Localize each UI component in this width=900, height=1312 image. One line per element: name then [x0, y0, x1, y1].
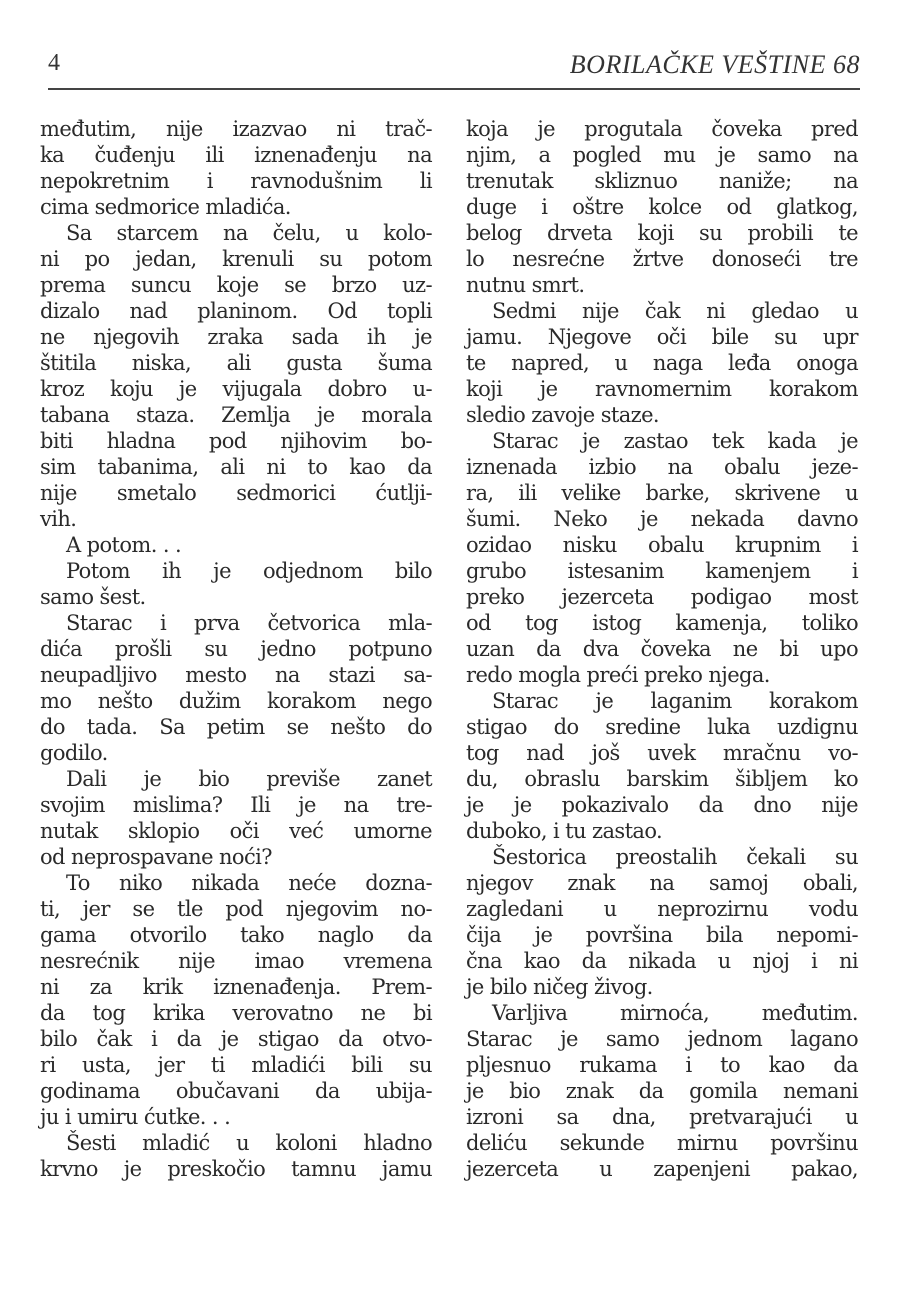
- text-line: koji je ravnomernim korakom: [466, 377, 858, 401]
- text-column-right: [466, 116, 858, 1182]
- text-line: du, obraslu barskim šibljem ko: [466, 767, 858, 791]
- text-line: do tada. Sa petim se nešto do: [40, 715, 432, 739]
- text-line: čija je površina bila nepomi-: [466, 923, 858, 947]
- text-line: grubo istesanim kamenjem i: [466, 559, 858, 583]
- text-line: svojim mislima? Ili je na tre-: [40, 793, 432, 817]
- text-line: preko jezerceta podigao most: [466, 585, 858, 609]
- text-line: kroz koju je vijugala dobro u-: [40, 377, 432, 401]
- text-line: dića prošli su jedno potpuno: [40, 637, 432, 661]
- text-line: samo šest.: [40, 585, 146, 609]
- text-line: godilo.: [40, 741, 108, 765]
- text-line: neupadljivo mesto na stazi sa-: [40, 663, 432, 687]
- text-line: trenutak skliznuo naniže; na: [466, 169, 858, 193]
- publication-title: BORILAČKE VEŠTINE 68: [569, 50, 860, 79]
- text-line: ni za krik iznenađenja. Prem-: [40, 975, 432, 999]
- page-number: 4: [48, 50, 60, 76]
- text-line: Šesti mladić u koloni hladno: [66, 1131, 432, 1155]
- text-line: Starac je zastao tek kada je: [492, 429, 858, 453]
- text-line: tabana staza. Zemlja je morala: [40, 403, 432, 427]
- text-line: iznenada izbio na obalu jeze-: [466, 455, 858, 479]
- text-line: Starac je samo jednom lagano: [466, 1027, 858, 1051]
- text-line: je bilo ničeg živog.: [466, 975, 653, 999]
- text-line: dizalo nad planinom. Od topli: [40, 299, 432, 323]
- text-line: stigao do sredine luka uzdignu: [466, 715, 858, 739]
- text-line: jezerceta u zapenjeni pakao,: [466, 1157, 858, 1181]
- text-line: tog nad još uvek mračnu vo-: [466, 741, 858, 765]
- text-line: Sedmi nije čak ni gledao u: [492, 299, 858, 323]
- text-line: mo nešto dužim korakom nego: [40, 689, 432, 713]
- text-line: njim, a pogled mu je samo na: [466, 143, 858, 167]
- text-line: izroni sa dna, pretvarajući u: [466, 1105, 858, 1129]
- text-line: gama otvorilo tako naglo da: [40, 923, 432, 947]
- text-line: ju i umiru ćutke. . .: [40, 1105, 231, 1129]
- text-line: Sa starcem na čelu, u kolo-: [66, 221, 432, 245]
- text-line: šumi. Neko je nekada davno: [466, 507, 858, 531]
- text-line: je je pokazivalo da dno nije: [466, 793, 858, 817]
- text-line: je bio znak da gomila nemani: [466, 1079, 858, 1103]
- text-line: Varljiva mirnoća, međutim.: [492, 1001, 858, 1025]
- page-header: [48, 46, 860, 86]
- text-line: ni po jedan, krenuli su potom: [40, 247, 432, 271]
- text-line: A potom. . .: [66, 533, 182, 557]
- text-line: Potom ih je odjednom bilo: [66, 559, 432, 583]
- text-line: od neprospavane noći?: [40, 845, 272, 869]
- text-line: međutim, nije izazvao ni trač-: [40, 117, 432, 141]
- text-line: da tog krika verovatno ne bi: [40, 1001, 432, 1025]
- text-line: nutak sklopio oči već umorne: [40, 819, 432, 843]
- text-line: lo nesrećne žrtve donoseći tre: [466, 247, 858, 271]
- text-line: vih.: [40, 507, 77, 531]
- text-line: nesrećnik nije imao vremena: [40, 949, 432, 973]
- header-rule: [48, 88, 860, 90]
- text-line: biti hladna pod njihovim bo-: [40, 429, 432, 453]
- text-line: koja je progutala čoveka pred: [466, 117, 858, 141]
- text-line: Starac je laganim korakom: [492, 689, 858, 713]
- text-line: čna kao da nikada u njoj i ni: [466, 949, 858, 973]
- text-line: te napred, u naga leđa onoga: [466, 351, 858, 375]
- text-line: duboko, i tu zastao.: [466, 819, 663, 843]
- text-line: ka čuđenju ili iznenađenju na: [40, 143, 432, 167]
- text-line: sim tabanima, ali ni to kao da: [40, 455, 432, 479]
- text-line: jamu. Njegove oči bile su upr: [466, 325, 858, 349]
- text-line: zagledani u neprozirnu vodu: [466, 897, 858, 921]
- text-line: njegov znak na samoj obali,: [466, 871, 858, 895]
- text-column-left: [40, 116, 432, 1182]
- text-line: štitila niska, ali gusta šuma: [40, 351, 432, 375]
- text-line: krvno je preskočio tamnu jamu: [40, 1157, 432, 1181]
- text-line: ra, ili velike barke, skrivene u: [466, 481, 858, 505]
- text-line: nutnu smrt.: [466, 273, 585, 297]
- text-line: Dali je bio previše zanet: [66, 767, 432, 791]
- text-line: uzan da dva čoveka ne bi upo: [466, 637, 858, 661]
- text-line: cima sedmorice mladića.: [40, 195, 291, 219]
- text-line: ti, jer se tle pod njegovim no-: [40, 897, 432, 921]
- text-line: sledio zavoje staze.: [466, 403, 660, 427]
- text-line: od tog istog kamenja, toliko: [466, 611, 858, 635]
- text-line: duge i oštre kolce od glatkog,: [466, 195, 858, 219]
- text-line: pljesnuo rukama i to kao da: [466, 1053, 858, 1077]
- text-line: Šestorica preostalih čekali su: [492, 845, 858, 869]
- text-line: belog drveta koji su probili te: [466, 221, 858, 245]
- text-line: To niko nikada neće dozna-: [66, 871, 432, 895]
- text-line: deliću sekunde mirnu površinu: [466, 1131, 858, 1155]
- text-line: nepokretnim i ravnodušnim li: [40, 169, 432, 193]
- text-line: nije smetalo sedmorici ćutlji-: [40, 481, 432, 505]
- text-line: bilo čak i da je stigao da otvo-: [40, 1027, 432, 1051]
- text-line: ne njegovih zraka sada ih je: [40, 325, 432, 349]
- text-line: ri usta, jer ti mladići bili su: [40, 1053, 432, 1077]
- text-line: redo mogla preći preko njega.: [466, 663, 770, 687]
- text-line: ozidao nisku obalu krupnim i: [466, 533, 858, 557]
- text-line: godinama obučavani da ubija-: [40, 1079, 432, 1103]
- text-line: prema suncu koje se brzo uz-: [40, 273, 432, 297]
- text-line: Starac i prva četvorica mla-: [66, 611, 432, 635]
